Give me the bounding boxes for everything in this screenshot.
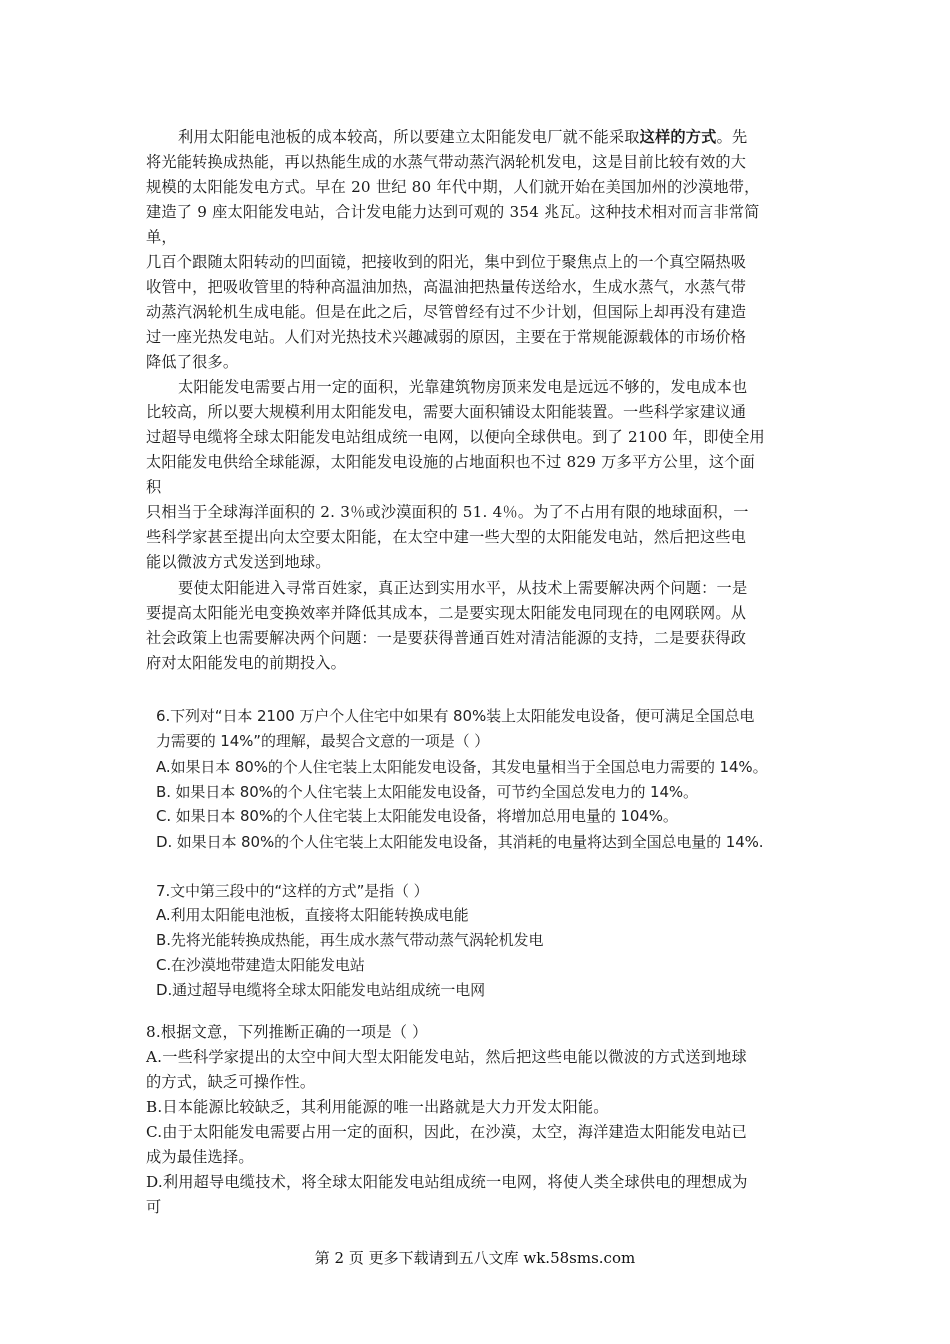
- emphasis-phrase: 这样的方式: [639, 128, 717, 146]
- passage-line: 比较高，所以要大规模利用太阳能发电，需要大面积铺设太阳能装置。一些科学家建议通: [146, 403, 747, 421]
- question-7-option-b: B.先将光能转换成热能，再生成水蒸气带动蒸气涡轮机发电: [156, 931, 544, 949]
- passage-line: 利用太阳能电池板的成本较高，所以要建立太阳能发电厂就不能采取这样的方式。先: [178, 128, 748, 146]
- question-6-option-d: D. 如果日本 80%的个人住宅装上太阳能发电设备，其消耗的电量将达到全国总电量的 14%.: [156, 833, 764, 851]
- passage-line: 建造了 9 座太阳能发电站，合计发电能力达到可观的 354 兆瓦。这种技术相对而言非常简: [146, 203, 760, 221]
- passage-line: 动蒸汽涡轮机生成电能。但是在此之后，尽管曾经有过不少计划，但国际上却再没有建造: [146, 303, 747, 321]
- question-8-line: C.由于太阳能发电需要占用一定的面积，因此，在沙漠，太空，海洋建造太阳能发电站已: [146, 1123, 748, 1141]
- passage-line: 规模的太阳能发电方式。早在 20 世纪 80 年代中期，人们就开始在美国加州的沙漠地带，: [146, 178, 760, 196]
- passage-line: 单，: [146, 228, 177, 246]
- question-8-line: D.利用超导电缆技术，将全球太阳能发电站组成统一电网，将使人类全球供电的理想成为: [146, 1173, 748, 1191]
- page-footer: 第 2 页 更多下载请到五八文库 wk.58sms.com: [314, 1249, 636, 1267]
- passage-line: 太阳能发电供给全球能源，太阳能发电设施的占地面积也不过 829 万多平方公里，这个面: [146, 453, 755, 471]
- question-8-stem: 8.根据文意，下列推断正确的一项是（ ）: [146, 1023, 428, 1041]
- passage-line: 几百个跟随太阳转动的凹面镜，把接收到的阳光，集中到位于聚焦点上的一个真空隔热吸: [146, 253, 747, 271]
- question-6-option-a: A.如果日本 80%的个人住宅装上太阳能发电设备，其发电量相当于全国总电力需要的 14%。: [156, 758, 768, 776]
- question-6-stem: 力需要的 14%”的理解，最契合文意的一项是（ ）: [156, 732, 490, 750]
- question-6-option-c: C. 如果日本 80%的个人住宅装上太阳能发电设备，将增加总用电量的 104%。: [156, 807, 678, 825]
- passage-line: 要提高太阳能光电变换效率并降低其成本，二是要实现太阳能发电同现在的电网联网。从: [146, 604, 747, 622]
- question-6-stem: 6.下列对“日本 2100 万户个人住宅中如果有 80%装上太阳能发电设备，便可满足全国总电: [156, 707, 755, 725]
- passage-line: 府对太阳能发电的前期投入。: [146, 654, 347, 672]
- question-8-line: 可: [146, 1198, 162, 1216]
- question-8-line: 成为最佳选择。: [146, 1148, 254, 1166]
- question-8-line: B.日本能源比较缺乏，其利用能源的唯一出路就是大力开发太阳能。: [146, 1098, 609, 1116]
- question-7-option-c: C.在沙漠地带建造太阳能发电站: [156, 956, 365, 974]
- question-6-option-b: B. 如果日本 80%的个人住宅装上太阳能发电设备，可节约全国总发电力的 14%。: [156, 783, 698, 801]
- passage-line: 社会政策上也需要解决两个问题：一是要获得普通百姓对清洁能源的支持，二是要获得政: [146, 629, 747, 647]
- passage-line: 能以微波方式发送到地球。: [146, 553, 331, 571]
- passage-line: 积: [146, 478, 162, 496]
- question-7-stem: 7.文中第三段中的“这样的方式”是指（ ）: [156, 882, 429, 900]
- passage-line: 降低了很多。: [146, 353, 239, 371]
- passage-line: 要使太阳能进入寻常百姓家，真正达到实用水平，从技术上需要解决两个问题：一是: [178, 579, 748, 597]
- question-8-line: A.一些科学家提出的太空中间大型太阳能发电站，然后把这些电能以微波的方式送到地球: [146, 1048, 747, 1066]
- passage-line: 些科学家甚至提出向太空要太阳能，在太空中建一些大型的太阳能发电站，然后把这些电: [146, 528, 747, 546]
- passage-line: 只相当于全球海洋面积的 2. 3％或沙漠面积的 51. 4％。为了不占用有限的地球面积，一: [146, 503, 749, 521]
- passage-line: 过超导电缆将全球太阳能发电站组成统一电网，以便向全球供电。到了 2100 年，即使全用: [146, 428, 765, 446]
- question-8-line: 的方式，缺乏可操作性。: [146, 1073, 316, 1091]
- passage-line: 过一座光热发电站。人们对光热技术兴趣减弱的原因，主要在于常规能源载体的市场价格: [146, 328, 747, 346]
- question-7-option-a: A.利用太阳能电池板，直接将太阳能转换成电能: [156, 906, 469, 924]
- passage-line: 太阳能发电需要占用一定的面积，光靠建筑物房顶来发电是远远不够的，发电成本也: [178, 378, 748, 396]
- passage-line: 收管中，把吸收管里的特种高温油加热，高温油把热量传送给水，生成水蒸气，水蒸气带: [146, 278, 747, 296]
- question-7-option-d: D.通过超导电缆将全球太阳能发电站组成统一电网: [156, 981, 486, 999]
- passage-line: 将光能转换成热能，再以热能生成的水蒸气带动蒸汽涡轮机发电，这是目前比较有效的大: [146, 153, 747, 171]
